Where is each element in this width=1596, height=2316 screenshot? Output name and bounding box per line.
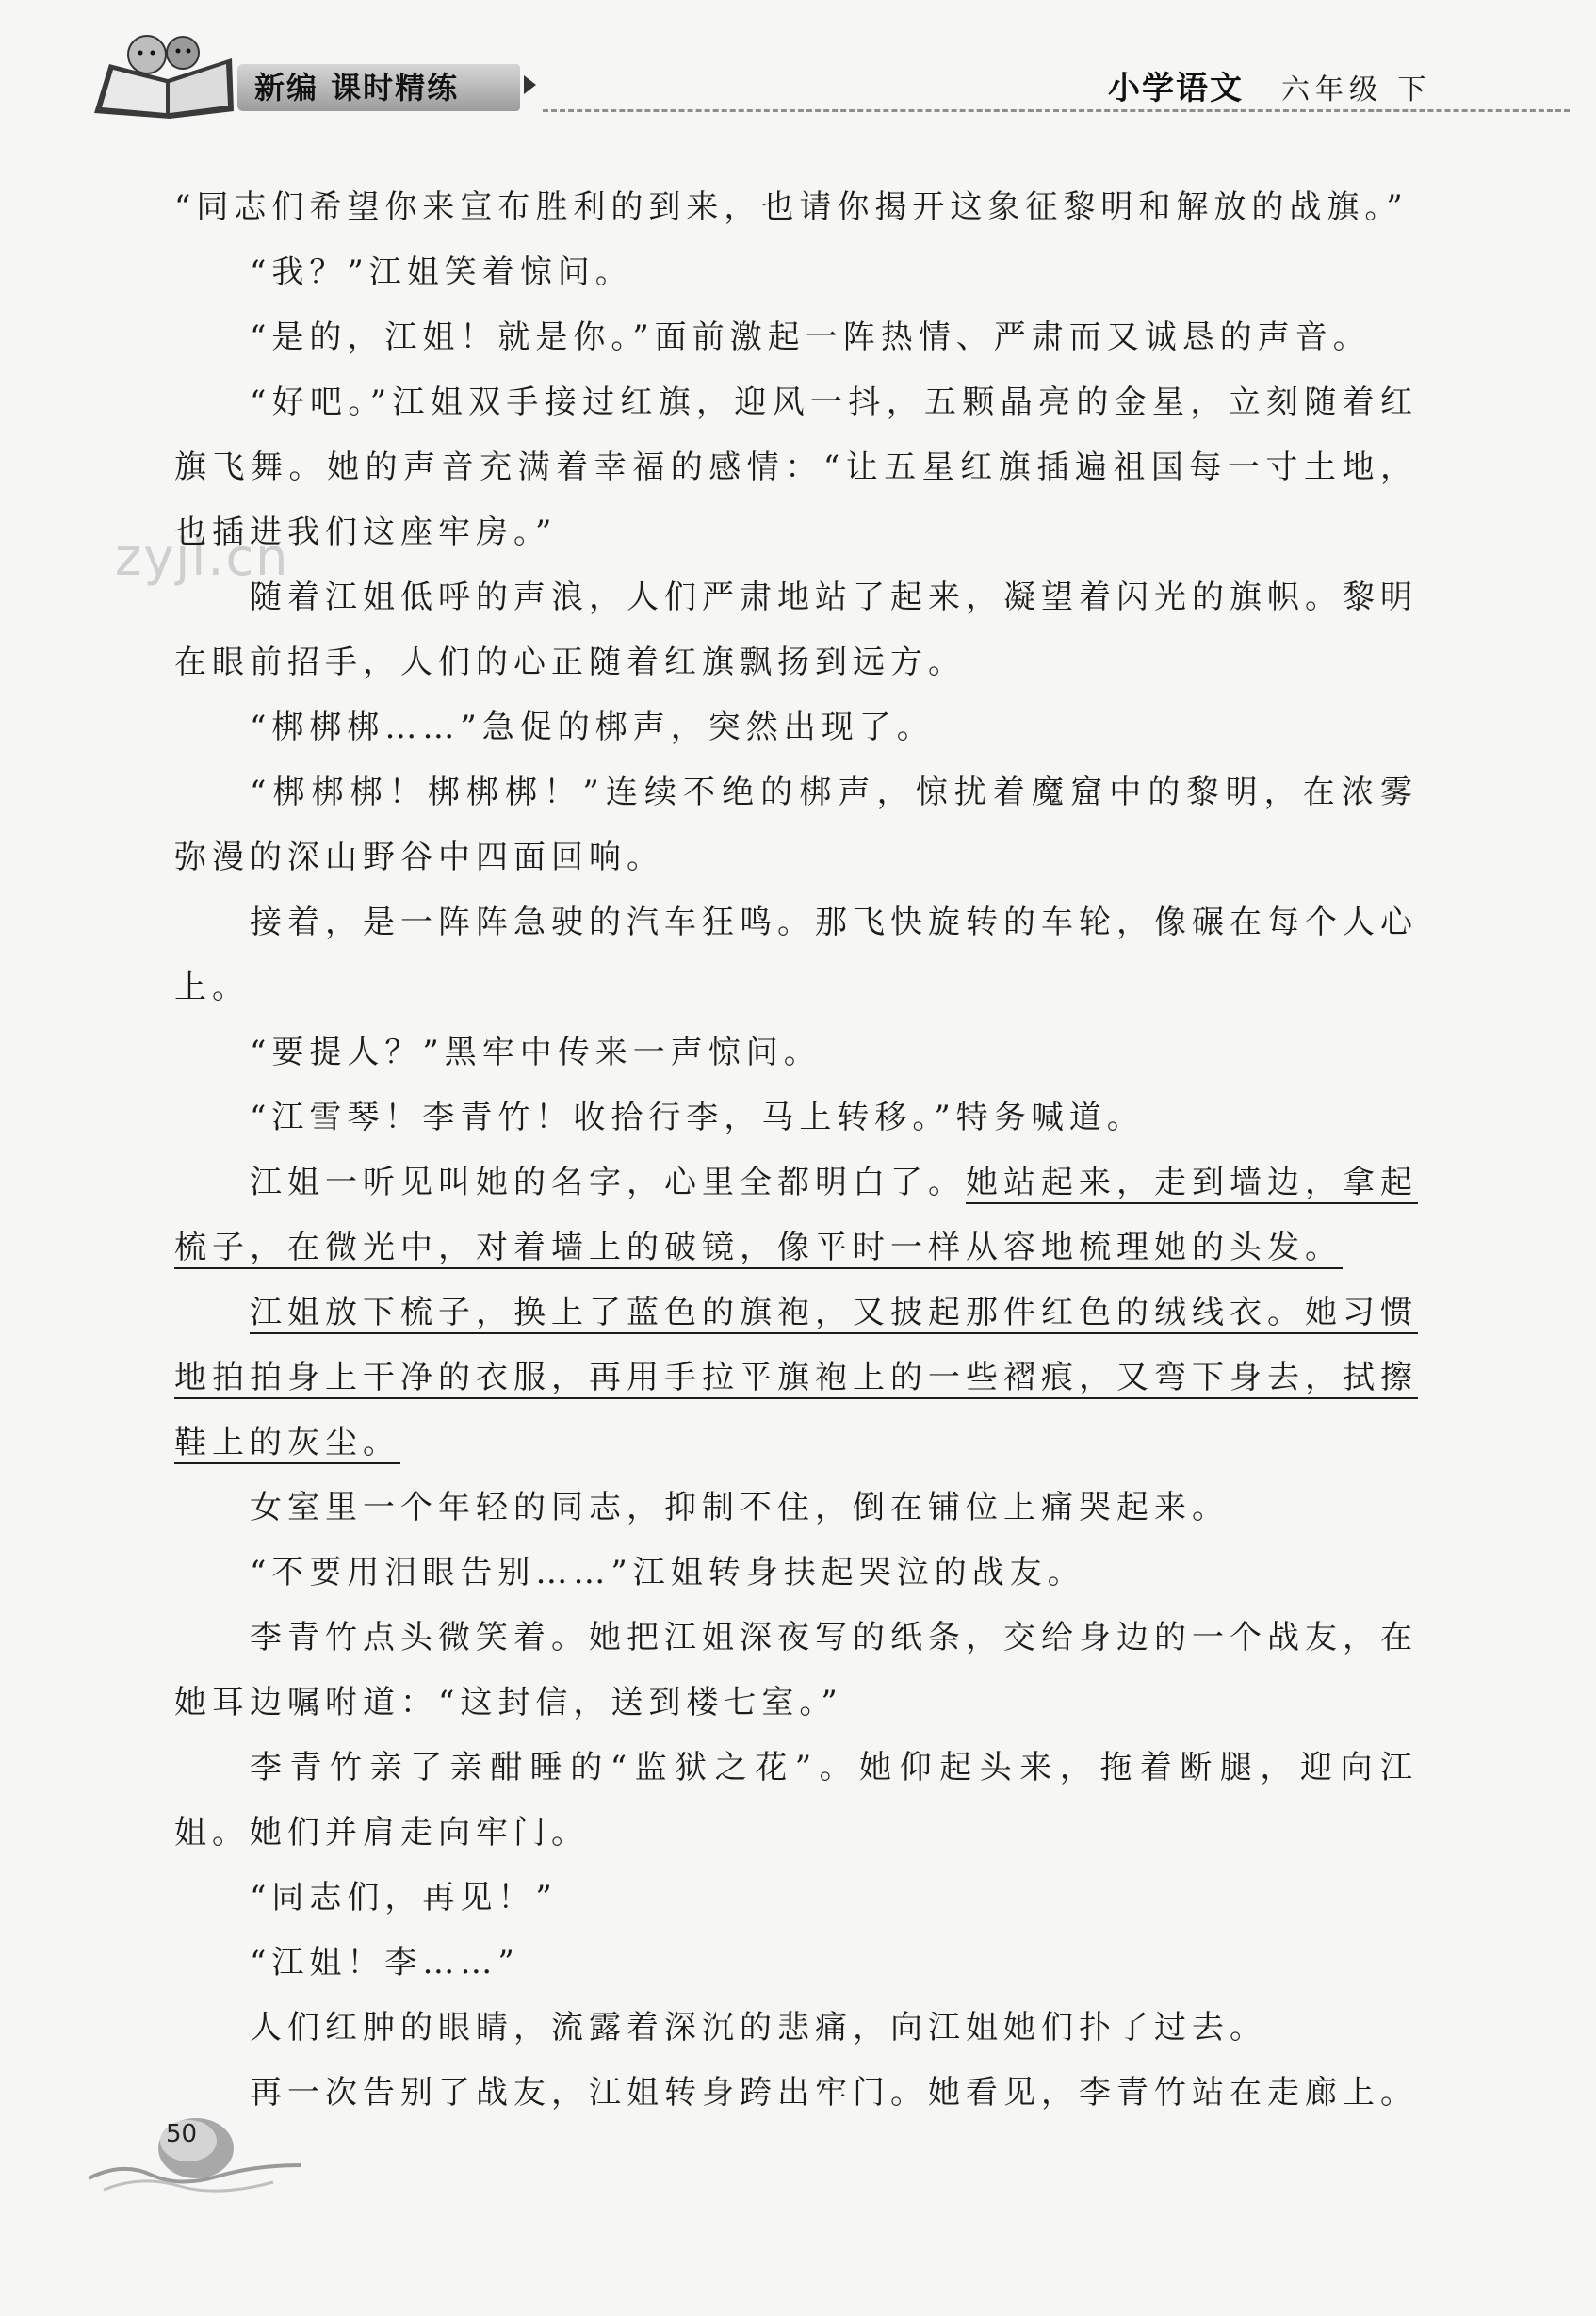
series-title: 新编 课时精练 [237,64,520,111]
paragraph: “江姐！李……” [250,1944,520,1982]
page-footer [85,2099,311,2212]
play-arrow-icon [524,75,536,94]
paragraph: “同志们希望你来宣布胜利的到来，也请你揭开这象征黎明和解放的战旗。” [174,188,1409,226]
header-divider [543,109,1570,112]
grade-label: 六年级 下 [1281,73,1432,106]
paragraph: “同志们，再见！” [250,1879,558,1916]
text-body [174,175,1418,2126]
paragraph: “江雪琴！李青竹！收拾行李，马上转移。”特务喊道。 [250,1099,1145,1136]
page-header [0,0,1596,141]
paragraph: 随着江姐低呼的声浪，人们严肃地站了起来，凝望着闪光的旗帜。黎明在眼前招手，人们的心正随着红旗飘扬到远方。 [174,579,1418,681]
book-mascot-icon [90,26,241,121]
page-number: 50 [166,2120,198,2148]
paragraph: 女室里一个年轻的同志，抑制不住，倒在铺位上痛哭起来。 [250,1489,1230,1526]
paragraph: “梆梆梆！梆梆梆！”连续不绝的梆声，惊扰着魔窟中的黎明，在浓雾弥漫的深山野谷中四面回响。 [174,774,1418,876]
paragraph: “好吧。”江姐双手接过红旗，迎风一抖，五颗晶亮的金星，立刻随着红旗飞舞。她的声音充满着幸福的感情：“让五星红旗插遍祖国每一寸土地，也插进我们这座牢房。” [174,383,1418,551]
paragraph: 人们红肿的眼睛，流露着深沉的悲痛，向江姐她们扑了过去。 [250,2009,1267,2047]
paragraph: “梆梆梆……”急促的梆声，突然出现了。 [250,709,935,746]
underlined-text: 她站起来，走到墙边，拿起梳子，在微光中，对着墙上的破镜，像平时一样从容地梳理她的头发。 [174,1164,1418,1266]
wave-decoration-icon [85,2099,311,2212]
subject-title: 小学语文 [1108,70,1244,107]
paragraph: “要提人？”黑牢中传来一声惊问。 [250,1034,822,1071]
watermark: zyjl.cn [115,528,290,587]
paragraph: “我？”江姐笑着惊问。 [250,253,633,291]
paragraph-underlined: 江姐一听见叫她的名字，心里全都明白了。她站起来，走到墙边，拿起梳子，在微光中，对着墙上的破镜，像平时一样从容地梳理她的头发。 [174,1164,1418,1266]
paragraph-underlined [174,1280,1418,1476]
paragraph: “是的，江姐！就是你。”面前激起一阵热情、严肃而又诚恳的声音。 [250,318,1371,356]
paragraph: 李青竹亲了亲酣睡的“监狱之花”。她仰起头来，拖着断腿，迎向江姐。她们并肩走向牢门。 [174,1749,1418,1851]
paragraph: 李青竹点头微笑着。她把江姐深夜写的纸条，交给身边的一个战友，在她耳边嘱咐道：“这封信，送到楼七室。” [174,1619,1418,1721]
paragraph: 接着，是一阵阵急驶的汽车狂鸣。那飞快旋转的车轮，像碾在每个人心上。 [174,904,1418,1006]
paragraph: 再一次告别了战友，江姐转身跨出牢门。她看见，李青竹站在走廊上。 [250,2074,1418,2112]
underlined-text: 江姐放下梳子，换上了蓝色的旗袍，又披起那件红色的绒线衣。她习惯地拍拍身上干净的衣服，再用手拉平旗袍上的一些褶痕，又弯下身去，拭擦鞋上的灰尘。 [174,1294,1418,1461]
paragraph: “不要用泪眼告别……”江姐转身扶起哭泣的战友。 [250,1554,1085,1591]
